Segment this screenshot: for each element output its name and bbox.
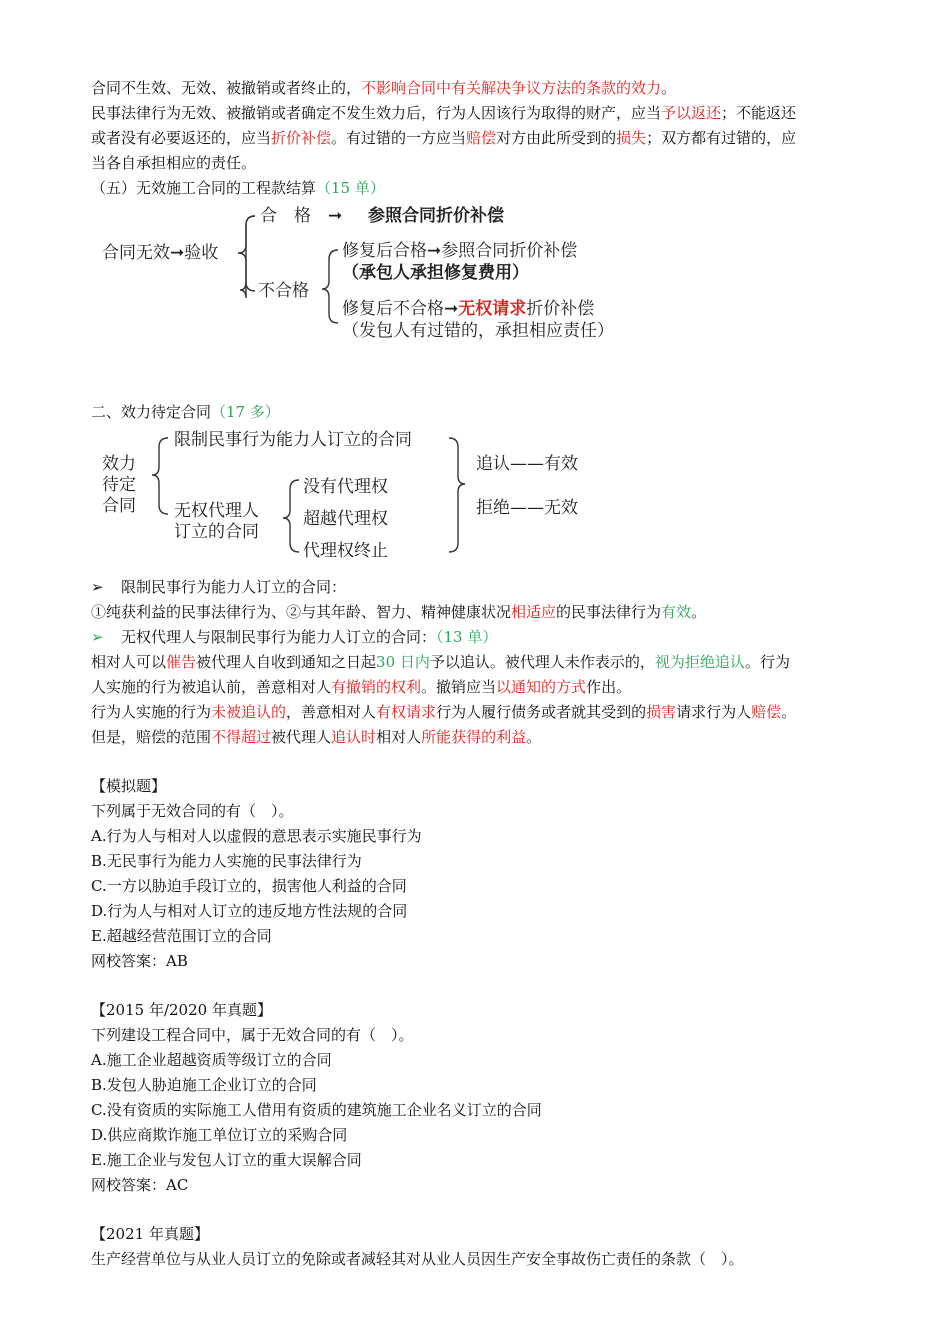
diagram2-outcome-refuse: 拒绝——无效 (476, 498, 578, 518)
q1-option-e: E.超越经营范围订立的合同 (91, 927, 272, 945)
q1-answer: 网校答案：AB (91, 952, 188, 970)
diagram2-outcome-ratify: 追认——有效 (476, 454, 578, 474)
arrow-bullet-icon: ➢ (91, 578, 104, 596)
q2-option-e: E.施工企业与发包人订立的重大误解合同 (91, 1151, 362, 1169)
paragraph-demand-ratification: 相对人可以催告被代理人自收到通知之日起30 日内予以追认。被代理人未作表示的，视为拒绝追认。行为 (91, 653, 790, 671)
q2-stem: 下列建设工程合同中，属于无效合同的有（ ）。 (91, 1026, 414, 1044)
paragraph-mutual-fault: 当各自承担相应的责任。 (91, 154, 257, 172)
paragraph-dispute-clause: 合同不生效、无效、被撤销或者终止的，不影响合同中有关解决争议方法的条款的效力。 (91, 79, 677, 97)
q2-option-c: C.没有资质的实际施工人借用有资质的建筑施工企业名义订立的合同 (91, 1101, 542, 1119)
paragraph-compensation: 或者没有必要返还的，应当折价补偿。有过错的一方应当赔偿对方由此所受到的损失；双方都有过错的，应 (91, 129, 797, 147)
arrow-bullet-icon: ➢ (91, 628, 104, 646)
diagram2-root-line2: 待定 (102, 475, 136, 495)
diagram1-pass: 合 格 ➞ (260, 206, 343, 226)
paragraph-revocation-right: 人实施的行为被追认前，善意相对人有撤销的权利。撤销应当以通知的方式作出。 (91, 678, 632, 696)
diagram2-root-line1: 效力 (102, 454, 136, 474)
diagram1-fail: 不合格 (258, 281, 309, 301)
q2-answer: 网校答案：AC (91, 1176, 189, 1194)
q1-option-c: C.一方以胁迫手段订立的，损害他人利益的合同 (91, 877, 407, 895)
diagram2-branch-unauthorized-line1: 无权代理人 (174, 501, 259, 521)
diagram2-sub-exceed-authority: 超越代理权 (303, 509, 388, 529)
bullet-limited-capacity: ➢ 限制民事行为能力人订立的合同： (91, 578, 347, 596)
q3-stem: 生产经营单位与从业人员订立的免除或者减轻其对从业人员因生产安全事故伤亡责任的条款（ ）。 (91, 1250, 744, 1268)
q2-option-b: B.发包人胁迫施工企业订立的合同 (91, 1076, 317, 1094)
heading-pending-validity: 二、效力待定合同（17 多） (91, 403, 280, 421)
diagram2-sub-no-authority: 没有代理权 (303, 477, 388, 497)
q1-option-b: B.无民事行为能力人实施的民事法律行为 (91, 852, 362, 870)
q2-option-d: D.供应商欺诈施工单位订立的采购合同 (91, 1126, 348, 1144)
diagram2-sub-authority-terminated: 代理权终止 (303, 541, 388, 561)
diagram1-fail-b-note: （发包人有过错的，承担相应责任） (342, 321, 614, 341)
q1-option-a: A.行为人与相对人以虚假的意思表示实施民事行为 (91, 827, 422, 845)
diagram2-branch-limited-capacity: 限制民事行为能力人订立的合同 (174, 430, 412, 450)
q1-tag: 【模拟题】 (91, 777, 167, 795)
heading-invalid-construction-settlement: （五）无效施工合同的工程款结算（15 单） (91, 179, 385, 197)
q2-option-a: A.施工企业超越资质等级订立的合同 (91, 1051, 332, 1069)
paragraph-limited-capacity-valid: ①纯获利益的民事法律行为、②与其年龄、智力、精神健康状况相适应的民事法律行为有效。 (91, 603, 707, 621)
diagram1-fail-a-note: （承包人承担修复费用） (342, 263, 529, 283)
bullet-unauthorized-agent: ➢ 无权代理人与限制民事行为能力人订立的合同：（13 单） (91, 628, 498, 646)
diagram1-fail-a: 修复后合格➞参照合同折价补偿 (342, 241, 578, 261)
paragraph-return-property: 民事法律行为无效、被撤销或者确定不发生效力后，行为人因该行为取得的财产，应当予以返还；不能返还 (91, 104, 797, 122)
diagram2-branch-unauthorized-line2: 订立的合同 (174, 522, 259, 542)
paragraph-compensation-limit: 但是，赔偿的范围不得超过被代理人追认时相对人所能获得的利益。 (91, 728, 542, 746)
diagram1-pass-result: 参照合同折价补偿 (368, 206, 504, 226)
paragraph-not-ratified: 行为人实施的行为未被追认的，善意相对人有权请求行为人履行债务或者就其受到的损害请求行为人赔偿。 (91, 703, 797, 721)
q1-stem: 下列属于无效合同的有（ ）。 (91, 802, 294, 820)
q1-option-d: D.行为人与相对人订立的违反地方性法规的合同 (91, 902, 408, 920)
diagram1-fail-b: 修复后不合格➞无权请求折价补偿 (342, 299, 595, 319)
q3-tag: 【2021 年真题】 (91, 1225, 209, 1243)
diagram1-root: 合同无效➞验收 (102, 243, 219, 263)
diagram2-root-line3: 合同 (102, 496, 136, 516)
q2-tag: 【2015 年/2020 年真题】 (91, 1001, 272, 1019)
